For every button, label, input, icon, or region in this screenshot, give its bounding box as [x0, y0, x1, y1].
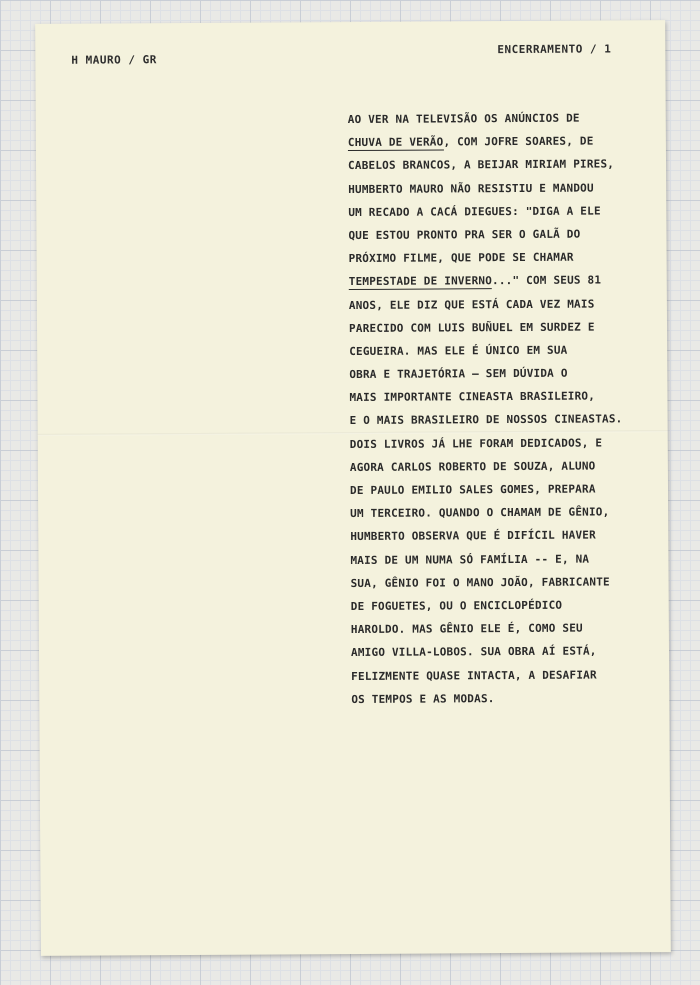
text-segment: OBRA E TRAJETÓRIA — SEM DÚVIDA O	[349, 366, 568, 382]
text-line	[351, 663, 651, 688]
text-line	[349, 315, 649, 340]
text-segment: AMIGO VILLA-LOBOS. SUA OBRA AÍ ESTÁ,	[350, 644, 597, 660]
text-line	[351, 570, 651, 595]
text-line	[348, 106, 648, 131]
text-segment: HUMBERTO MAURO NÃO RESISTIU E MANDOU	[348, 181, 594, 196]
text-line	[350, 500, 650, 525]
text-segment: UM TERCEIRO. QUANDO O CHAMAM DE GÊNIO,	[350, 505, 610, 521]
text-segment: PRÓXIMO FILME, QUE PODE SE CHAMAR	[348, 250, 574, 266]
text-line	[351, 616, 651, 641]
text-segment: HUMBERTO OBSERVA QUE É DIFÍCIL HAVER	[350, 528, 596, 544]
text-line	[349, 269, 649, 294]
text-segment: MAIS DE UM NUMA SÓ FAMÍLIA -- E, NA	[350, 552, 590, 567]
typewritten-page	[35, 20, 671, 956]
text-line	[351, 686, 651, 711]
body-paragraph	[348, 106, 652, 711]
text-line	[349, 384, 649, 409]
text-line	[348, 129, 648, 154]
text-segment: SUA, GÊNIO FOI O MANO JOÃO, FABRICANTE	[350, 575, 610, 590]
text-line	[351, 593, 651, 618]
underlined-title: TEMPESTADE DE INVERNO	[348, 274, 493, 289]
text-line	[349, 361, 649, 386]
text-segment: PARECIDO COM LUIS BUÑUEL EM SURDEZ E	[348, 320, 595, 335]
text-line	[350, 524, 650, 549]
text-segment: UM RECADO A CACÁ DIEGUES: "DIGA A ELE	[348, 204, 601, 219]
text-segment: CABELOS BRANCOS, A BEIJAR MIRIAM PIRES,	[347, 157, 615, 173]
underlined-title: CHUVA DE VERÃO	[347, 135, 444, 150]
text-line	[348, 176, 648, 201]
text-segment: E O MAIS BRASILEIRO DE NOSSOS CINEASTAS.	[349, 412, 623, 428]
text-line	[351, 639, 651, 664]
text-segment: DE PAULO EMILIO SALES GOMES, PREPARA	[349, 482, 596, 498]
text-segment: OS TEMPOS E AS MODAS.	[351, 691, 495, 706]
text-line	[350, 408, 650, 433]
text-line	[348, 222, 648, 247]
text-line	[348, 153, 648, 178]
text-line	[349, 292, 649, 317]
text-line	[350, 454, 650, 479]
text-segment: CEGUEIRA. MAS ELE É ÚNICO EM SUA	[349, 343, 568, 358]
text-segment: ANOS, ELE DIZ QUE ESTÁ CADA VEZ MAIS	[348, 297, 595, 312]
text-line	[349, 245, 649, 270]
header-reference: H MAURO / GR	[71, 53, 157, 67]
text-line	[348, 199, 648, 224]
text-line	[350, 547, 650, 572]
text-line	[349, 338, 649, 363]
text-segment: , COM JOFRE SOARES, DE	[443, 134, 594, 149]
text-line	[350, 477, 650, 502]
text-segment: MAIS IMPORTANTE CINEASTA BRASILEIRO,	[349, 389, 596, 405]
text-segment: HAROLDO. MAS GÊNIO ELE É, COMO SEU	[350, 621, 583, 637]
text-segment: AGORA CARLOS ROBERTO DE SOUZA, ALUNO	[349, 459, 596, 474]
text-segment: ..." COM SEUS 81	[491, 273, 602, 288]
text-line	[350, 431, 650, 456]
text-segment: QUE ESTOU PRONTO PRA SER O GALÃ DO	[348, 227, 581, 242]
header-section-title: ENCERRAMENTO / 1	[497, 42, 612, 57]
text-segment: DOIS LIVROS JÁ LHE FORAM DEDICADOS, E	[349, 436, 603, 451]
text-segment: DE FOGUETES, OU O ENCICLOPÉDICO	[350, 598, 563, 613]
text-segment: FELIZMENTE QUASE INTACTA, A DESAFIAR	[351, 668, 597, 683]
text-segment: AO VER NA TELEVISÃO OS ANÚNCIOS DE	[347, 111, 580, 127]
